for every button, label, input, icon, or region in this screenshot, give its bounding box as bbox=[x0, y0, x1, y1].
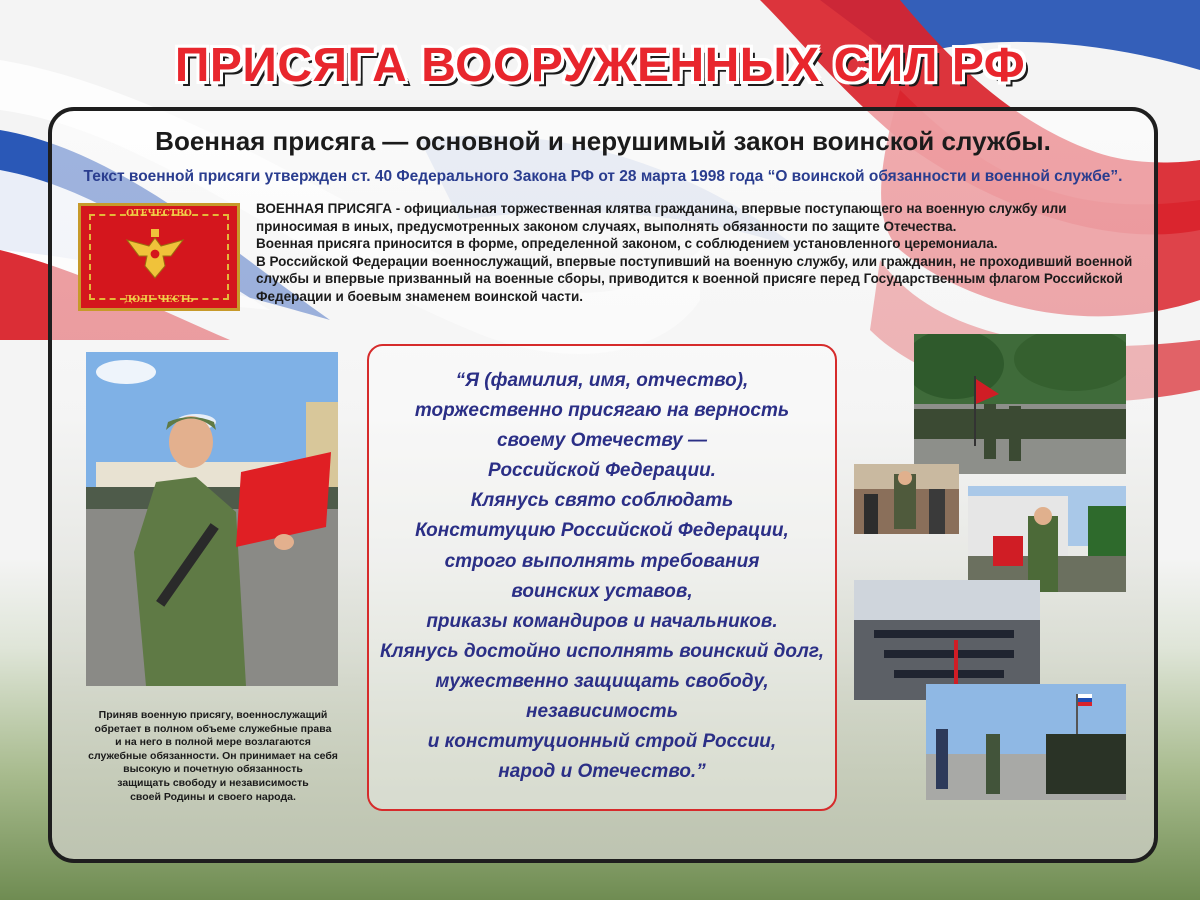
definition-term: ВОЕННАЯ ПРИСЯГА bbox=[256, 201, 393, 216]
oath-line: торжественно присягаю на верность bbox=[414, 400, 790, 422]
oath-line: и конституционный строй России, bbox=[427, 731, 777, 753]
caption-line: высокую и почетную обязанность bbox=[123, 763, 303, 776]
banner-motto-top: ОТЕЧЕСТВО bbox=[126, 209, 192, 219]
oath-line: воинских уставов, bbox=[511, 580, 693, 602]
parade-march-photo bbox=[914, 334, 1126, 474]
oath-caption bbox=[78, 709, 348, 804]
naval-ceremony-photo bbox=[854, 580, 1040, 700]
battle-banner bbox=[78, 203, 240, 311]
oath-text bbox=[367, 366, 837, 787]
oath-reading-photo bbox=[968, 486, 1126, 592]
flag-parade-photo bbox=[926, 684, 1126, 800]
oath-line: независимость bbox=[526, 701, 678, 723]
banner-motto-bottom: ДОЛГ ЧЕСТЬ bbox=[124, 295, 194, 305]
caption-line: Приняв военную присягу, военнослужащий bbox=[98, 709, 328, 721]
definition-paragraph-2: Военная присяга приносится в форме, определенной законом, с соблюдением установленного церемониала. bbox=[256, 236, 998, 251]
ceremony-photo bbox=[854, 464, 959, 534]
caption-line: защищать свободу и независимость bbox=[117, 776, 309, 789]
oath-line: строго выполнять требования bbox=[444, 550, 760, 572]
oath-line: своему Отечеству — bbox=[496, 430, 708, 452]
oath-line: приказы командиров и начальников. bbox=[426, 610, 778, 632]
poster-subtitle: Военная присяга — основной и нерушимый закон воинской службы. bbox=[155, 126, 1051, 156]
caption-line: и на него в полной мере возлагаются bbox=[115, 736, 311, 749]
caption-line: служебные обязанности. Он принимает на себя bbox=[88, 749, 338, 762]
definition-paragraph-1: ВОЕННАЯ ПРИСЯГА - официальная торжественная клятва гражданина, впервые поступающего на военную службу или приносимая в иных, предусмотренных законом случаях, выполнять обязанности по защите Отечества. bbox=[256, 201, 1067, 234]
oath-line: Российской Федерации. bbox=[488, 460, 716, 482]
oath-line: “Я (фамилия, имя, отчество), bbox=[455, 370, 749, 391]
oath-line: Клянусь свято соблюдать bbox=[470, 490, 734, 512]
oath-line: Конституцию Российской Федерации, bbox=[415, 520, 789, 542]
caption-line: обретает в полном объеме служебные права bbox=[94, 722, 332, 735]
soldier-oath-photo bbox=[86, 352, 338, 686]
oath-definition bbox=[256, 200, 1136, 305]
poster-title: ПРИСЯГА ВООРУЖЕННЫХ СИЛ РФ bbox=[174, 39, 1026, 92]
definition-paragraph-3: В Российской Федерации военнослужащий, впервые поступивший на военную службу, или гражданин, не проходивший военной службы и впервые призванный на военные сборы, приводится к военной присяге перед Государственным флагом Российской Федерации и боевым знаменем воинской части. bbox=[256, 253, 1133, 304]
oath-line: народ и Отечество.” bbox=[498, 761, 706, 783]
caption-line: своей Родины и своего народа. bbox=[130, 790, 296, 803]
double-headed-eagle-icon bbox=[125, 226, 185, 282]
oath-line: Клянусь достойно исполнять воинский долг, bbox=[379, 640, 825, 662]
oath-line: мужественно защищать свободу, bbox=[435, 670, 769, 692]
law-reference: Текст военной присяги утвержден ст. 40 Федерального Закона РФ от 28 марта 1998 года “О воинской обязанности и военной службе”. bbox=[83, 168, 1123, 185]
